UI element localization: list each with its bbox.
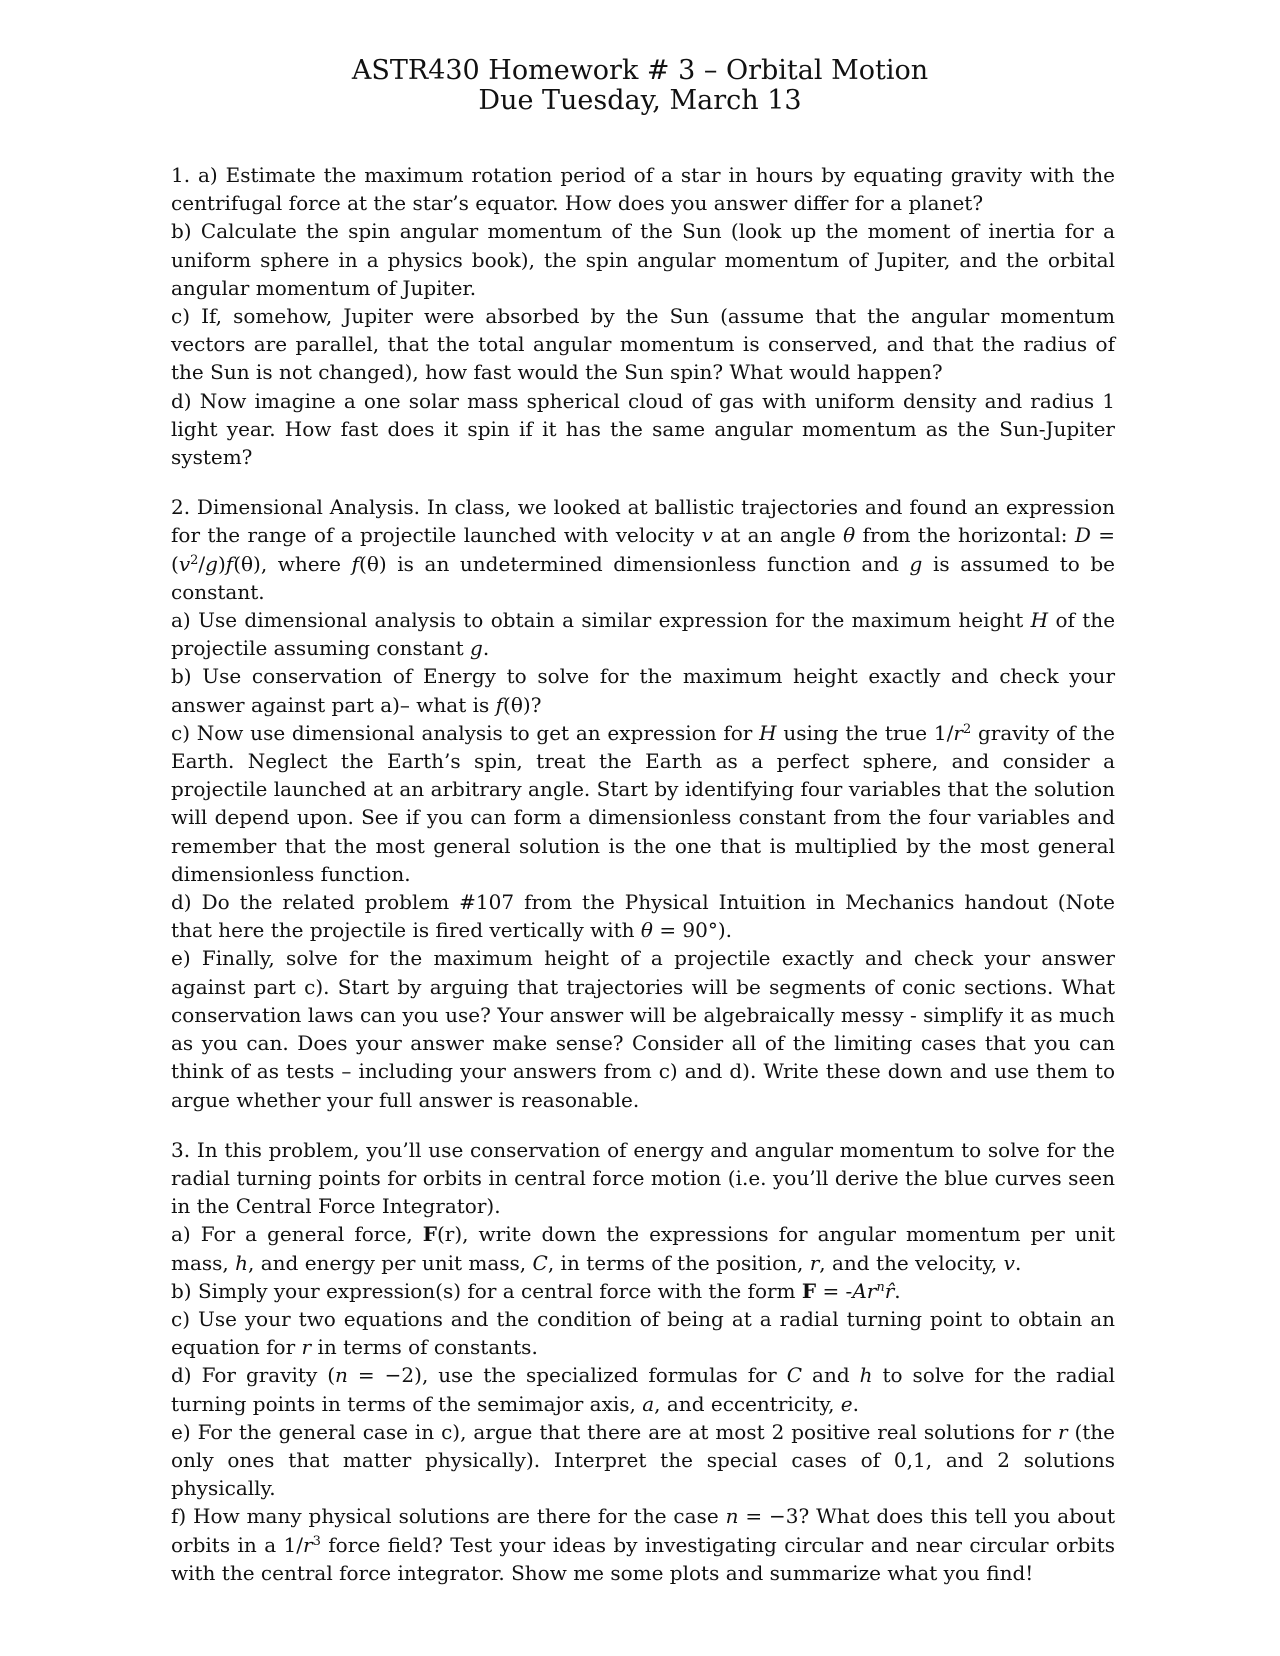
math-exponent: 3 [312,1533,321,1549]
part-text: b) Use conservation of Energy to solve for the maximum height exactly and check your answer against part a)– what is [171,664,1115,717]
part-text: , and the velocity, [819,1250,998,1275]
part-text: (r), write down the expressions for angular momentum per unit mass, [171,1222,1115,1275]
math-r: r [301,1335,312,1360]
math-f: f [351,551,360,576]
math-v: v [701,523,713,548]
part-text: force field? Test your ideas by investigating circular and near circular orbits with the central force integrator. Show me some plots and summarize what you find! [171,1532,1116,1585]
part-text: f) How many physical solutions are there for the case [171,1504,719,1529]
problem-3-part-b [171,1277,1115,1305]
part-text: and [812,1363,850,1388]
math-r: r [809,1250,820,1275]
math-F-vector: F [801,1278,817,1303]
part-text: d) Do the related problem #107 from the Physical Intuition in Mechanics handout (Note that here the projectile is fired vertically with [171,890,1115,943]
intro-text: 2. Dimensional Analysis. In class, we looked at ballistic trajectories and found an expression for the range of a projectile launched with velocity [171,495,1115,548]
part-text: in terms of constants. [317,1335,538,1360]
math-e: e [840,1391,853,1416]
part-text: , and eccentricity, [654,1391,835,1416]
math-v: v [1003,1250,1015,1275]
intro-text: is assumed to be constant. [171,551,1116,604]
part-text: e) For the general case in c), argue that there are at most 2 positive real solutions for [171,1419,1052,1444]
math-g: g [205,551,218,576]
math-D: D [1074,523,1091,548]
problem-2-part-a [171,606,1115,662]
due-date: Due Tuesday, March 13 [478,85,802,116]
part-text: to solve for the radial turning points in terms of the semimajor axis, [171,1363,1116,1416]
part-text: a) Use dimensional analysis to obtain a similar expression for the maximum height [171,608,1024,633]
part-text: , and energy per unit mass, [248,1250,527,1275]
part-text: c) Use your two equations and the condition of being at a radial turning point to obtain an equation for [171,1306,1115,1360]
part-text: d) For gravity ( [171,1363,336,1388]
math-C: C [532,1250,548,1275]
part-text: = −3? What does this tell you about orbits in a 1/ [171,1504,1115,1557]
math-r-hat: r̂ [884,1278,895,1303]
math-g: g [909,551,923,576]
problem-list [171,161,1115,1609]
part-text: . [1014,1250,1022,1275]
problem-2-part-d [171,888,1115,944]
part-text: = −2), use the specialized formulas for [357,1363,777,1388]
problem-3-part-a [171,1220,1115,1276]
problem-1-part-d: d) Now imagine a one solar mass spherical cloud of gas with uniform density and radius 1 light year. How fast does it spin if it has the same angular momentum as the Sun-Jupiter system? [171,388,1115,470]
math-slash: / [198,551,206,576]
intro-text: at an angle [720,523,836,548]
part-text: = 90°). [659,918,733,943]
math-Ar: Ar [852,1278,877,1303]
math-r: r [953,720,963,745]
part-text: . [894,1278,901,1303]
intro-text: from the horizontal: [862,523,1068,548]
math-r: r [1057,1419,1068,1444]
math-equals: = ( [171,523,1116,576]
part-text: gravity of the Earth. Neglect the Earth’s spin, treat the Earth as a perfect sphere, and consider a projectile launched at an arbitrary angle. Start by identifying four variables that the solution will depend upon. See if you can form a dimensionless constant from the four variables and remember that the most general solution is the one that is multiplied by the most general dimensionless function. [171,720,1116,886]
math-a: a [642,1391,655,1416]
math-n: n [725,1504,739,1529]
math-n: n [335,1363,348,1388]
math-F-vector: F [422,1222,437,1247]
problem-3-part-f [171,1502,1115,1587]
part-text: . [852,1391,859,1416]
math-r: r [303,1532,313,1557]
math-H: H [1030,608,1049,633]
math-exponent: 2 [962,721,972,737]
math-theta-arg: (θ) [233,551,261,576]
title-block [0,56,1280,116]
part-text: c) Now use dimensional analysis to get an expression for [171,720,753,745]
math-theta: θ [640,918,653,943]
math-paren: ) [217,551,226,576]
problem-3-part-c [171,1305,1115,1361]
problem-3-part-d [171,1361,1115,1417]
part-text: . [482,636,490,661]
part-text: (the only ones that matter physically). Interpret the special cases of 0,1, and 2 solutions physically. [171,1419,1116,1501]
math-v: v [178,551,191,576]
part-text: of the projectile assuming constant [171,608,1116,661]
math-h: h [235,1250,249,1275]
math-f: f [225,551,234,576]
problem-2-part-b [171,662,1115,718]
math-g: g [470,636,483,661]
part-text: , in terms of the position, [547,1250,804,1275]
math-exponent: n [876,1279,885,1295]
math-theta-arg: (θ) [359,551,387,576]
part-text: b) Simply your expression(s) for a central force with the form [171,1278,796,1303]
math-f: f [495,692,504,717]
part-text: using the true 1/ [783,720,954,745]
problem-2-part-c [171,719,1115,888]
problem-3 [171,1136,1115,1587]
math-C: C [786,1363,803,1388]
part-text: a) For a general force, [171,1222,413,1247]
math-h: h [859,1363,873,1388]
problem-1 [171,161,1115,471]
intro-text: , where [260,551,342,576]
problem-3-part-e [171,1418,1115,1503]
part-text: = - [822,1278,853,1303]
problem-1-part-a: 1. a) Estimate the maximum rotation period of a star in hours by equating gravity with the centrifugal force at the star’s equator. How does you answer differ for a planet? [171,163,1115,216]
math-H: H [759,720,777,745]
problem-1-part-b: b) Calculate the spin angular momentum of the Sun (look up the moment of inertia for a uniform sphere in a physics book), the spin angular momentum of Jupiter, and the orbital angular momentum of Jupiter. [171,219,1115,300]
problem-2-intro [171,493,1115,606]
math-theta: θ [843,523,856,548]
problem-2-part-e: e) Finally, solve for the maximum height of a projectile exactly and check your answer against part c). Start by arguing that trajectories will be segments of conic sections. What conservation laws can you use? Your answer will be algebraically messy - simplify it as much as you can. Does your answer make sense? Consider all of the limiting cases that you can think of as tests – including your answers from c) and d). Write these down and use them to argue whether your full answer is reasonable. [171,946,1115,1112]
problem-2 [171,493,1115,1113]
part-text: (θ)? [503,692,542,717]
intro-text: is an undetermined dimensionless function and [397,551,899,576]
problem-3-intro: 3. In this problem, you’ll use conservation of energy and angular momentum to solve for the radial turning points for orbits in central force motion (i.e. you’ll derive the blue curves seen in the Central Force Integrator). [171,1137,1115,1219]
problem-1-part-c: c) If, somehow, Jupiter were absorbed by the Sun (assume that the angular momentum vectors are parallel, that the total angular momentum is conserved, and that the radius of the Sun is not changed), how fast would the Sun spin? What would happen? [171,304,1115,385]
math-exponent: 2 [190,552,199,568]
page-title: ASTR430 Homework # 3 – Orbital Motion [351,55,929,86]
